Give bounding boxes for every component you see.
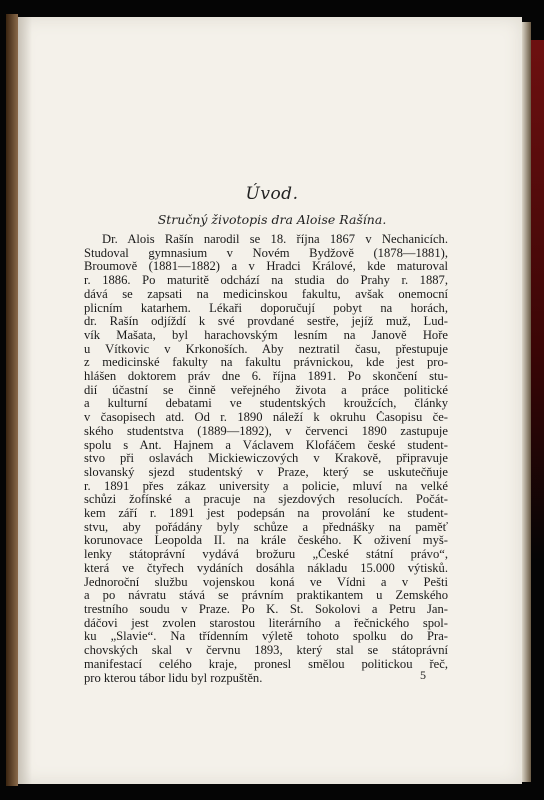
- text-line: a kulturní debatami ve studentských kroužcích, články: [84, 397, 448, 411]
- body-text: [84, 233, 448, 685]
- page-gutter-shadow: [18, 17, 32, 784]
- text-line: z medicinské fakulty na fakultu právnickou, kde jest pro-: [84, 356, 448, 370]
- chapter-subtitle: Stručný životopis dra Aloise Rašína.: [157, 212, 387, 227]
- page-edge-right: [522, 22, 531, 782]
- text-line: lenky státoprávní vydává brožuru „České státní právo“,: [84, 548, 448, 562]
- text-line: kem září r. 1891 jest podepsán na provolání ke student-: [84, 507, 448, 521]
- text-line: a po návratu stává se právním praktikantem u Zemského: [84, 589, 448, 603]
- text-line: Dr. Alois Rašín narodil se 18. října 1867 v Nechanicích.: [102, 233, 448, 246]
- text-line: v časopisech atd. Od r. 1890 náleží k okruhu Časopisu če-: [84, 411, 448, 425]
- text-line: dií účastní se činně veřejného života a práce politické: [84, 383, 448, 397]
- text-line: Jednoroční službu vojenskou koná ve Vídni a v Pešti: [84, 575, 448, 589]
- text-line: plicním katarhem. Lékaři doporučují pobyt na horách,: [84, 301, 448, 315]
- text-line: stvu, aby pořádány byly schůze a přednášky na paměť: [84, 520, 448, 534]
- text-line: trestního soudu v Praze. Po K. St. Sokolovi a Petru Jan-: [84, 602, 448, 616]
- text-line: dává se zapsati na medicinskou fakultu, avšak onemocní: [84, 287, 448, 301]
- page-number: 5: [420, 668, 426, 682]
- book-edge-left: [6, 14, 18, 786]
- book-cover-edge: [531, 40, 544, 560]
- text-line: ského studentstva (1889—1892), v červenci 1890 zastupuje: [84, 424, 448, 438]
- text-line: chovských skal v červnu 1893, který stal se státoprávní: [84, 644, 448, 658]
- text-line: vík Mašata, byl harachovským lesním na Janově Hoře: [84, 328, 448, 342]
- text-line: dr. Rašín odjíždí k své provdané sestře, jejíž muž, Lud-: [84, 315, 448, 329]
- text-line: spolu s Ant. Hajnem a Václavem Klofáčem české student-: [84, 438, 448, 452]
- text-line: Studoval gymnasium v Novém Bydžově (1878—1881),: [84, 246, 448, 260]
- text-line: r. 1891 přes zákaz university a policie, mluví na velké: [84, 479, 448, 493]
- text-line: pro kterou tábor lidu byl rozpuštěn.: [84, 671, 263, 685]
- text-line: dáčovi jest zvolen starostou literárního a řečnického spol-: [84, 616, 448, 630]
- text-line: schůzi žofínské a pracuje na sjezdových resolucích. Počát-: [84, 493, 448, 507]
- text-line: slovanský sjezd studentský v Praze, který se uskutečňuje: [84, 465, 448, 479]
- chapter-title: Úvod.: [245, 184, 299, 204]
- text-line: u Vítkovic v Krkonoších. Aby neztratil času, přestupuje: [84, 342, 448, 356]
- text-line: manifestací celého kraje, pronesl smělou politickou řeč,: [84, 657, 448, 671]
- text-line: korunovace Leopolda II. na krále českého. K oživení myš-: [84, 534, 448, 548]
- text-line: ku „Slavie“. Na třídenním výletě tohoto spolku do Pra-: [84, 630, 448, 644]
- text-line: stvo při oslavách Mickiewiczových v Krakově, připravuje: [84, 452, 448, 466]
- text-line: hlášen doktorem práv dne 6. října 1891. Po skončení stu-: [84, 370, 448, 384]
- text-line: která ve čtyřech vydáních dosáhla nákladu 15.000 výtisků.: [84, 561, 448, 575]
- text-line: Broumově (1881—1882) a v Hradci Králové, kde maturoval: [84, 260, 448, 274]
- text-line: r. 1886. Po maturitě odchází na studia do Prahy r. 1887,: [84, 274, 448, 288]
